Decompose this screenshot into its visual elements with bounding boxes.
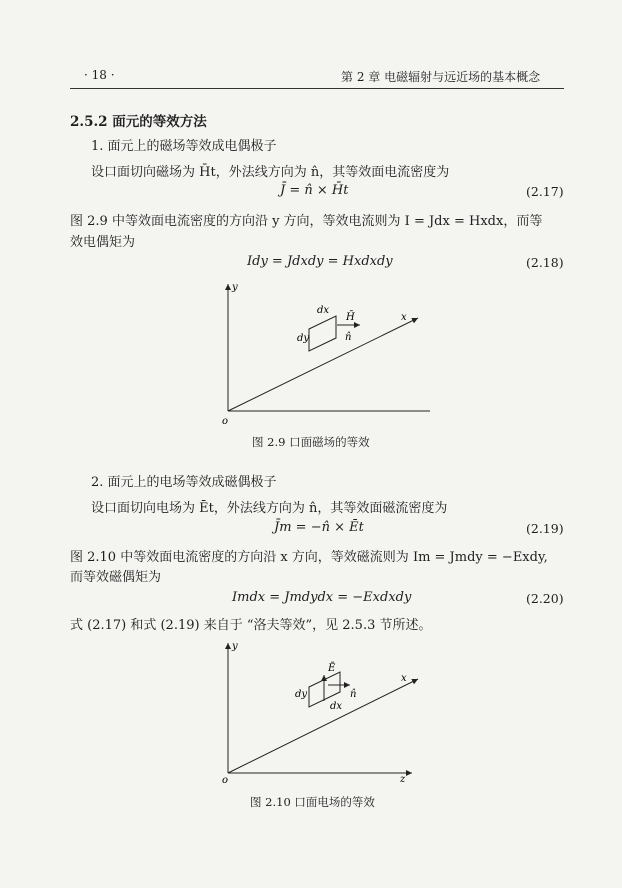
field-label: Ē — [328, 663, 336, 674]
y-axis-label: y — [232, 641, 238, 652]
dx-label: dx — [330, 701, 343, 712]
normal-label: n̂ — [350, 689, 357, 700]
figure-2-10-caption: 图 2.10 口面电场的等效 — [250, 795, 375, 809]
x-axis-label: x — [401, 312, 407, 323]
page-number: · 18 · — [84, 68, 115, 82]
sub2-paragraph-line2: 而等效磁偶矩为 — [70, 570, 162, 585]
equation-number-2-18: (2.18) — [526, 255, 564, 270]
origin-label: o — [222, 416, 229, 427]
surface-element — [309, 316, 336, 351]
y-axis-label: y — [232, 282, 238, 293]
sub1-paragraph-line1: 图 2.9 中等效面电流密度的方向沿 y 方向，等效电流则为 I = Jdx = Hxdx，而等 — [70, 214, 543, 229]
x-axis — [228, 318, 418, 411]
dx-label: dx — [317, 305, 330, 316]
field-label: H̄ — [346, 312, 355, 323]
figure-2-10 — [200, 637, 440, 787]
equation-number-2-20: (2.20) — [526, 591, 564, 606]
header-rule — [70, 88, 564, 89]
dy-label: dy — [297, 333, 310, 344]
z-axis-label: z — [400, 774, 406, 785]
equation-2-18: Idy = Jdxdy = Hxdxdy — [247, 254, 393, 269]
equation-2-20: Imdx = Jmdydx = −Exdxdy — [232, 590, 412, 605]
dy-label: dy — [295, 689, 308, 700]
sub2-intro: 设口面切向电场为 Ēt，外法线方向为 n̂，其等效面磁流密度为 — [91, 501, 448, 516]
section-title: 2.5.2 面元的等效方法 — [70, 114, 207, 130]
sub1-paragraph-line2: 效电偶矩为 — [70, 235, 136, 250]
x-axis-label: x — [401, 673, 407, 684]
equation-number-2-19: (2.19) — [526, 521, 564, 536]
sub2-heading: 2. 面元上的电场等效成磁偶极子 — [91, 475, 277, 490]
equation-2-17: J̄ = n̂ × H̄t — [280, 183, 349, 198]
sub2-paragraph-line1: 图 2.10 中等效面电流密度的方向沿 x 方向，等效磁流则为 Im = Jmdy = −Exdy, — [70, 550, 548, 565]
x-axis — [228, 679, 418, 773]
sub1-intro: 设口面切向磁场为 H̄t，外法线方向为 n̂，其等效面电流密度为 — [91, 165, 450, 180]
origin-label: o — [222, 775, 229, 786]
normal-label: n̂ — [345, 332, 352, 343]
equation-2-19: J̄m = −n̂ × Ēt — [274, 520, 364, 535]
chapter-title: 第 2 章 电磁辐射与远近场的基本概念 — [341, 70, 541, 84]
figure-2-9-caption: 图 2.9 口面磁场的等效 — [252, 435, 370, 449]
figure-2-9 — [200, 276, 440, 428]
sub1-heading: 1. 面元上的磁场等效成电偶极子 — [91, 139, 277, 154]
sub2-note: 式 (2.17) 和式 (2.19) 来自于 “洛夫等效”，见 2.5.3 节所述。 — [70, 618, 432, 633]
equation-number-2-17: (2.17) — [526, 184, 564, 199]
